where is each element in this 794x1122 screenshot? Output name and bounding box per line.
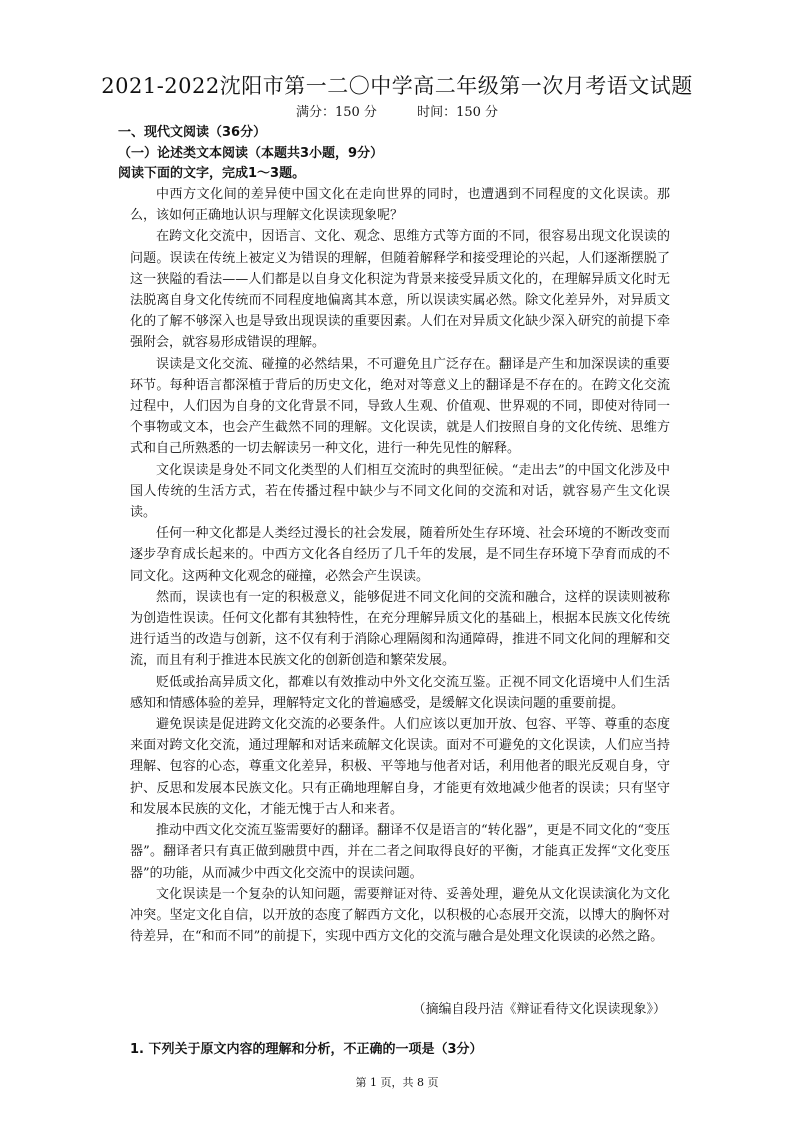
full-score-label: 满分：150 分: [295, 105, 377, 120]
passage-paragraph: 文化误读是一个复杂的认知问题，需要辩证对待、妥善处理，避免从文化误读演化为文化冲突。坚定文化自信，以开放的态度了解西方文化，以积极的心态展开交流，以博大的胸怀对待差异，在“和而不同”的前提下，实现中西方文化的交流与融合是处理文化误读的必然之路。: [130, 886, 670, 945]
passage-source: （摘编自段丹洁《辩证看待文化误读现象》）: [412, 1002, 666, 1017]
question-1: 1. 下列关于原文内容的理解和分析，不正确的一项是（3分）: [130, 1042, 483, 1057]
page-title: 2021-2022沈阳市第一二〇中学高二年级第一次月考语文试题: [101, 74, 693, 98]
passage-paragraph: 贬低或抬高异质文化，都难以有效推动中外文化交流互鉴。正视不同文化语境中人们生活感知和情感体验的差异，理解特定文化的普遍感受，是缓解文化误读问题的重要前提。: [130, 674, 670, 711]
passage-paragraph: 避免误读是促进跨文化交流的必要条件。人们应该以更加开放、包容、平等、尊重的态度来面对跨文化交流，通过理解和对话来疏解文化误读。面对不可避免的文化误读，人们应当持理解、包容的心态，尊重文化差异，积极、平等地与他者对话，利用他者的眼光反观自身，守护、反思和发展本民族文化。只有正确地理解自身，才能更有效地减少他者的误读；只有坚守和发展本民族的文化，才能无愧于古人和来者。: [130, 717, 670, 817]
subsection-heading: （一）论述类文本阅读（本题共3小题，9分）: [118, 146, 384, 161]
passage-paragraph: 推动中西文化交流互鉴需要好的翻译。翻译不仅是语言的“转化器”，更是不同文化的“变压器”。翻译者只有真正做到融贯中西，并在二者之间取得良好的平衡，才能真正发挥“文化变压器”的功能，从而减少中西文化交流中的误读问题。: [130, 823, 670, 881]
passage-paragraph: 文化误读是身处不同文化类型的人们相互交流时的典型征候。“走出去”的中国文化涉及中国人传统的生活方式，若在传播过程中缺少与不同文化间的交流和对话，就容易产生文化误读。: [130, 462, 670, 521]
passage-paragraph: 在跨文化交流中，因语言、文化、观念、思维方式等方面的不同，很容易出现文化误读的问题。误读在传统上被定义为错误的理解，但随着解释学和接受理论的兴起，人们逐渐摆脱了这一狭隘的看法——人们都是以自身文化积淀为背景来接受异质文化的，在理解异质文化时无法脱离自身文化传统而不同程度地偏离其本意，所以误读实属必然。除文化差异外，对异质文化的了解不够深入也是导致出现误读的重要因素。人们在对异质文化缺少深入研究的前提下牵强附会，就容易形成错误的理解。: [130, 229, 670, 351]
section-heading: 一、现代文阅读（36分）: [118, 125, 267, 140]
passage-paragraph: 然而，误读也有一定的积极意义，能够促进不同文化间的交流和融合，这样的误读则被称为创造性误读。任何文化都有其独特性，在充分理解异质文化的基础上，根据本民族文化传统进行适当的改造与创新，这不仅有利于消除心理隔阂和沟通障碍，推进不同文化间的理解和交流，而且有利于推进本民族文化的创新创造和繁荣发展。: [130, 589, 670, 669]
reading-instruction: 阅读下面的文字，完成1～3题。: [118, 166, 306, 181]
passage-paragraph: 中西方文化间的差异使中国文化在走向世界的同时，也遭遇到不同程度的文化误读。那么，该如何正确地认识与理解文化误读现象呢？: [130, 187, 670, 224]
exam-meta: [0, 104, 794, 122]
passage-paragraph: 误读是文化交流、碰撞的必然结果，不可避免且广泛存在。翻译是产生和加深误读的重要环节。每种语言都深植于背后的历史文化，绝对对等意义上的翻译是不存在的。在跨文化交流过程中，人们因为自身的文化背景不同，导致人生观、价值观、世界观的不同，即使对待同一个事物或文本，也会产生截然不同的理解。文化误读，就是人们按照自身的文化传统、思维方式和自己所熟悉的一切去解读另一种文化，进行一种先见性的解释。: [130, 356, 670, 457]
reading-passage: [130, 184, 670, 947]
page-footer: 第 1 页，共 8 页: [355, 1076, 439, 1089]
time-limit-label: 时间：150 分: [417, 105, 499, 120]
passage-paragraph: 任何一种文化都是人类经过漫长的社会发展，随着所处生存环境、社会环境的不断改变而逐步孕育成长起来的。中西方文化各自经历了几千年的发展，是不同生存环境下孕育而成的不同文化。这两种文化观念的碰撞，必然会产生误读。: [130, 526, 670, 584]
